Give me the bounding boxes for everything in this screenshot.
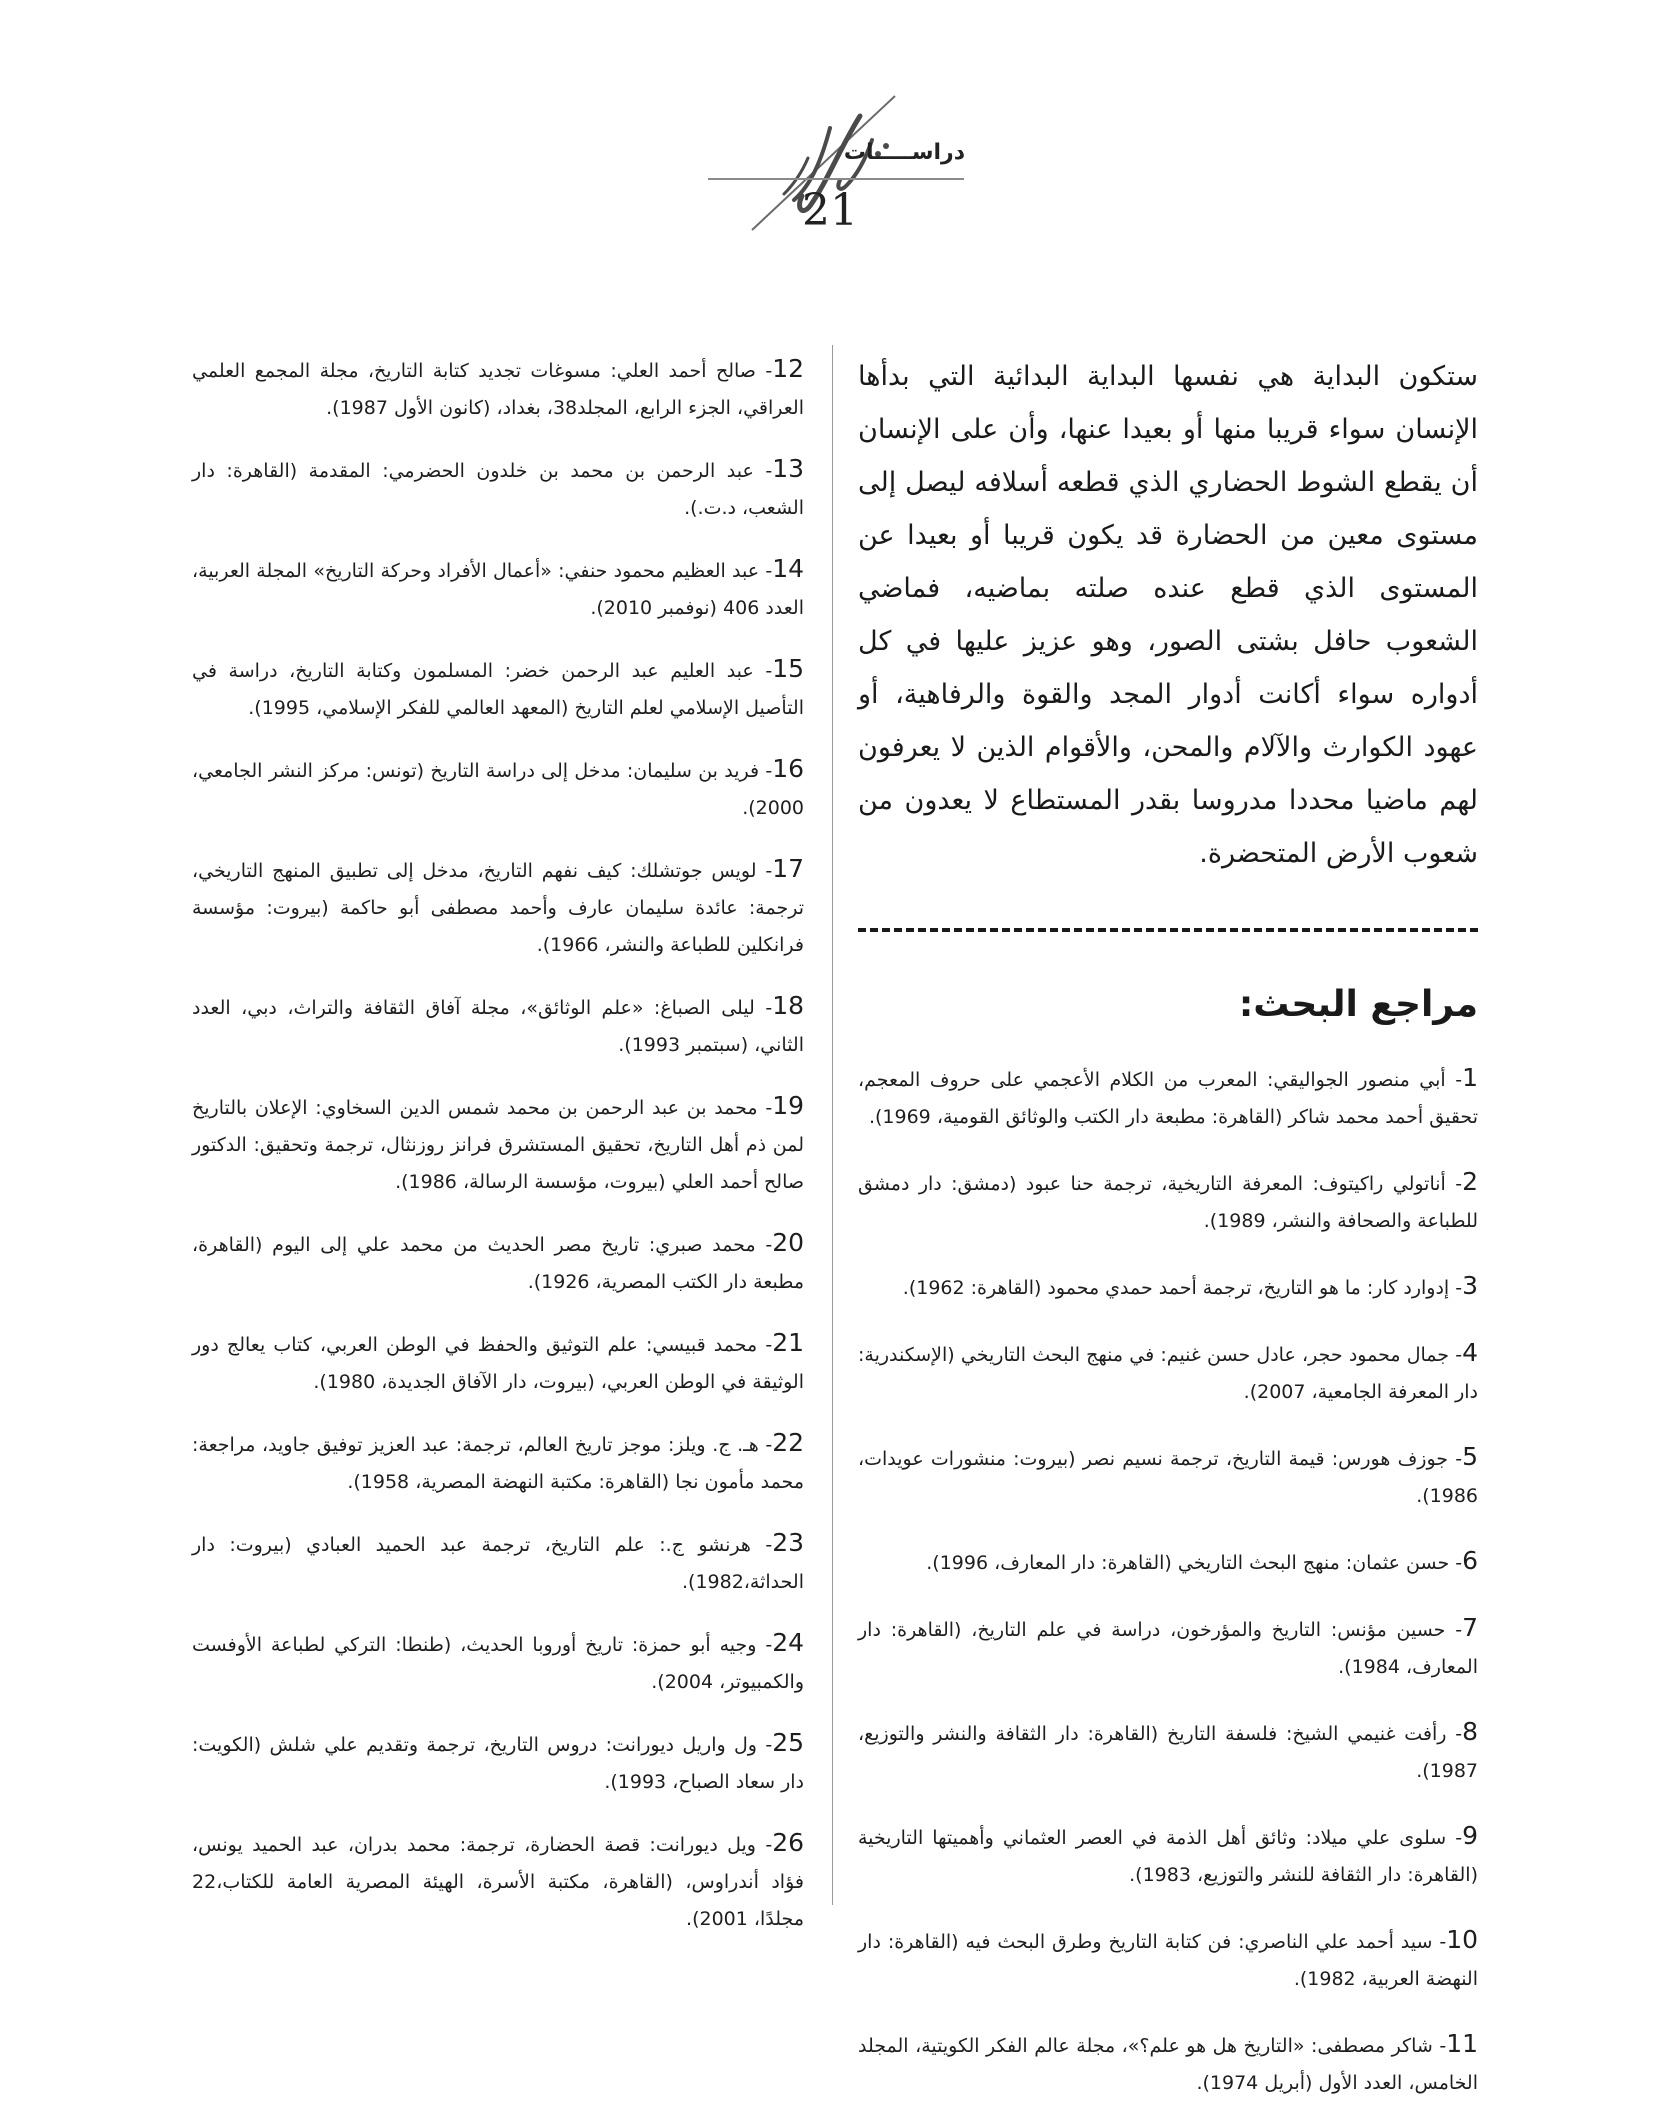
reference-item bbox=[858, 1921, 1478, 1998]
reference-item bbox=[858, 1059, 1478, 1136]
reference-text: - عبد العليم عبد الرحمن خضر: المسلمون وكتابة التاريخ، دراسة في التأصيل الإسلامي لعلم التاريخ (المعهد العالمي للفكر الإسلامي، 1995). bbox=[192, 660, 804, 719]
reference-text: - عبد العظيم محمود حنفي: «أعمال الأفراد وحركة التاريخ» المجلة العربية، العدد 406 (نوفمبر 2010). bbox=[192, 560, 804, 619]
reference-text: - إدوارد كار: ما هو التاريخ، ترجمة أحمد حمدي محمود (القاهرة: 1962). bbox=[902, 1277, 1463, 1299]
section-label: دراســـــات bbox=[843, 140, 965, 165]
reference-number: 15 bbox=[772, 654, 804, 683]
reference-text: - ول واريل ديورانت: دروس التاريخ، ترجمة وتقديم علي شلش (الكويت: دار سعاد الصباح، 1993). bbox=[192, 1734, 804, 1793]
reference-number: 19 bbox=[772, 1091, 804, 1120]
column-divider bbox=[832, 345, 833, 1905]
reference-item bbox=[858, 1267, 1478, 1307]
reference-text: - جوزف هورس: قيمة التاريخ، ترجمة نسيم نصر (بيروت: منشورات عويدات، 1986). bbox=[858, 1448, 1478, 1507]
header-rule bbox=[708, 178, 964, 180]
reference-number: 16 bbox=[772, 754, 804, 783]
reference-item bbox=[858, 1542, 1478, 1582]
reference-item bbox=[858, 2025, 1478, 2102]
reference-text: - محمد بن عبد الرحمن بن محمد شمس الدين السخاوي: الإعلان بالتاريخ لمن ذم أهل التاريخ، تحقيق المستشرق فرانز روزنثال، ترجمة وتحقيق: الدكتور صالح أحمد العلي (بيروت، مؤسسة الرسالة، 1986). bbox=[192, 1097, 804, 1193]
reference-number: 22 bbox=[772, 1428, 804, 1457]
reference-text: - لويس جوتشلك: كيف نفهم التاريخ، مدخل إلى تطبيق المنهج التاريخي، ترجمة: عائدة سليمان عارف وأحمد مصطفى أبو حاكمة (بيروت: مؤسسة فرانكلين للطباعة والنشر، 1966). bbox=[192, 860, 804, 956]
page-number: 21 bbox=[802, 185, 858, 236]
references-title: مراجع البحث: bbox=[1238, 984, 1478, 1025]
reference-text: - ويل ديورانت: قصة الحضارة، ترجمة: محمد بدران، عبد الحميد يونس، فؤاد أندراوس، (القاهرة، مكتبة الأسرة، الهيئة المصرية العامة للكتاب،22 مجلدًا، 2001). bbox=[192, 1834, 804, 1930]
reference-item bbox=[858, 1713, 1478, 1790]
reference-text: - سلوى علي ميلاد: وثائق أهل الذمة في العصر العثماني وأهميتها التاريخية (القاهرة: دار الثقافة للنشر والتوزيع، 1983). bbox=[858, 1827, 1478, 1886]
intro-paragraph: ستكون البداية هي نفسها البداية البدائية التي بدأها الإنسان سواء قريبا منها أو بعيدا عنها، وأن على الإنسان أن يقطع الشوط الحضاري الذي قطعه أسلافه ليصل إلى مستوى معين من الحضارة قد يكون قريبا أو بعيدا عن المستوى الذي قطع عنده صلته بماضيه، فماضي الشعوب حافل بشتى الصور، وهو عزيز عليها في كل أدواره سواء أكانت أدوار المجد والقوة والرفاهية، أو عهود الكوارث والآلام والمحن، والأقوام الذين لا يعرفون لهم ماضيا محددا مدروسا بقدر المستطاع لا يعدون من شعوب الأرض المتحضرة. bbox=[858, 361, 1478, 869]
reference-item bbox=[858, 1438, 1478, 1515]
reference-number: 10 bbox=[1446, 1925, 1478, 1954]
page-header bbox=[0, 0, 1654, 250]
reference-item bbox=[192, 987, 804, 1064]
dashed-separator bbox=[858, 928, 1478, 932]
reference-number: 2 bbox=[1462, 1167, 1478, 1196]
reference-item bbox=[858, 1817, 1478, 1894]
reference-number: 1 bbox=[1462, 1063, 1478, 1092]
reference-item bbox=[192, 1724, 804, 1801]
reference-text: - صالح أحمد العلي: مسوغات تجديد كتابة التاريخ، مجلة المجمع العلمي العراقي، الجزء الرابع، المجلد38، بغداد، (كانون الأول 1987). bbox=[192, 360, 804, 419]
reference-item bbox=[858, 1334, 1478, 1411]
reference-text: - ليلى الصباغ: «علم الوثائق»، مجلة آفاق الثقافة والتراث، دبي، العدد الثاني، (سبتمبر 1993). bbox=[192, 997, 804, 1056]
left-column bbox=[192, 350, 804, 1961]
reference-number: 21 bbox=[772, 1328, 804, 1357]
reference-item bbox=[192, 1824, 804, 1938]
reference-text: - هـ. ج. ويلز: موجز تاريخ العالم، ترجمة: عبد العزيز توفيق جاويد، مراجعة: محمد مأمون نجا (القاهرة: مكتبة النهضة المصرية، 1958). bbox=[192, 1434, 804, 1493]
reference-item bbox=[192, 450, 804, 527]
reference-number: 23 bbox=[772, 1528, 804, 1557]
reference-number: 26 bbox=[772, 1828, 804, 1857]
reference-list-right bbox=[858, 1059, 1478, 2102]
right-column bbox=[858, 350, 1478, 2126]
reference-item bbox=[192, 1224, 804, 1301]
reference-text: - هرنشو ج.: علم التاريخ، ترجمة عبد الحميد العبادي (بيروت: دار الحداثة،1982). bbox=[192, 1534, 804, 1593]
reference-text: - حسين مؤنس: التاريخ والمؤرخون، دراسة في علم التاريخ، (القاهرة: دار المعارف، 1984). bbox=[858, 1619, 1478, 1678]
reference-text: - شاكر مصطفى: «التاريخ هل هو علم؟»، مجلة عالم الفكر الكويتية، المجلد الخامس، العدد الأول (أبريل 1974). bbox=[858, 2035, 1478, 2094]
reference-item bbox=[858, 1163, 1478, 1240]
reference-text: - محمد صبري: تاريخ مصر الحديث من محمد علي إلى اليوم (القاهرة، مطبعة دار الكتب المصرية، 1926). bbox=[192, 1234, 804, 1293]
reference-number: 9 bbox=[1462, 1821, 1478, 1850]
reference-number: 4 bbox=[1462, 1338, 1478, 1367]
reference-number: 11 bbox=[1446, 2029, 1478, 2058]
reference-item bbox=[192, 650, 804, 727]
reference-text: - أبي منصور الجواليقي: المعرب من الكلام الأعجمي على حروف المعجم، تحقيق أحمد محمد شاكر (القاهرة: مطبعة دار الكتب والوثائق القومية، 1969). bbox=[858, 1069, 1478, 1128]
reference-item bbox=[192, 750, 804, 827]
reference-text: - سيد أحمد علي الناصري: فن كتابة التاريخ وطرق البحث فيه (القاهرة: دار النهضة العربية، 1982). bbox=[858, 1931, 1478, 1990]
reference-item bbox=[858, 1609, 1478, 1686]
reference-text: - عبد الرحمن بن محمد بن خلدون الحضرمي: المقدمة (القاهرة: دار الشعب، د.ت.). bbox=[192, 460, 804, 519]
reference-item bbox=[192, 1524, 804, 1601]
reference-list-left bbox=[192, 350, 804, 1938]
reference-number: 18 bbox=[772, 991, 804, 1020]
reference-number: 17 bbox=[772, 854, 804, 883]
reference-item bbox=[192, 1087, 804, 1201]
reference-item bbox=[192, 1324, 804, 1401]
reference-item bbox=[192, 1624, 804, 1701]
reference-text: - أناتولي راكيتوف: المعرفة التاريخية، ترجمة حنا عبود (دمشق: دار دمشق للطباعة والصحافة والنشر، 1989). bbox=[858, 1173, 1478, 1232]
reference-item bbox=[192, 350, 804, 427]
reference-number: 25 bbox=[772, 1728, 804, 1757]
reference-number: 5 bbox=[1462, 1442, 1478, 1471]
reference-number: 8 bbox=[1462, 1717, 1478, 1746]
reference-number: 7 bbox=[1462, 1613, 1478, 1642]
reference-text: - جمال محمود حجر، عادل حسن غنيم: في منهج البحث التاريخي (الإسكندرية: دار المعرفة الجامعية، 2007). bbox=[858, 1344, 1478, 1403]
reference-text: - وجيه أبو حمزة: تاريخ أوروبا الحديث، (طنطا: التركي لطباعة الأوفست والكمبيوتر، 2004). bbox=[192, 1634, 804, 1693]
reference-number: 3 bbox=[1462, 1271, 1478, 1300]
reference-number: 6 bbox=[1462, 1546, 1478, 1575]
reference-number: 20 bbox=[772, 1228, 804, 1257]
reference-number: 12 bbox=[772, 354, 804, 383]
reference-item bbox=[192, 550, 804, 627]
reference-number: 13 bbox=[772, 454, 804, 483]
reference-text: - حسن عثمان: منهج البحث التاريخي (القاهرة: دار المعارف، 1996). bbox=[926, 1552, 1463, 1574]
reference-number: 14 bbox=[772, 554, 804, 583]
reference-item bbox=[192, 1424, 804, 1501]
reference-item bbox=[192, 850, 804, 964]
reference-text: - فريد بن سليمان: مدخل إلى دراسة التاريخ (تونس: مركز النشر الجامعي، 2000). bbox=[192, 760, 804, 819]
reference-number: 24 bbox=[772, 1628, 804, 1657]
reference-text: - رأفت غنيمي الشيخ: فلسفة التاريخ (القاهرة: دار الثقافة والنشر والتوزيع، 1987). bbox=[858, 1723, 1478, 1782]
reference-text: - محمد قبيسي: علم التوثيق والحفظ في الوطن العربي، كتاب يعالج دور الوثيقة في الوطن العربي، (بيروت، دار الآفاق الجديدة، 1980). bbox=[192, 1334, 804, 1393]
